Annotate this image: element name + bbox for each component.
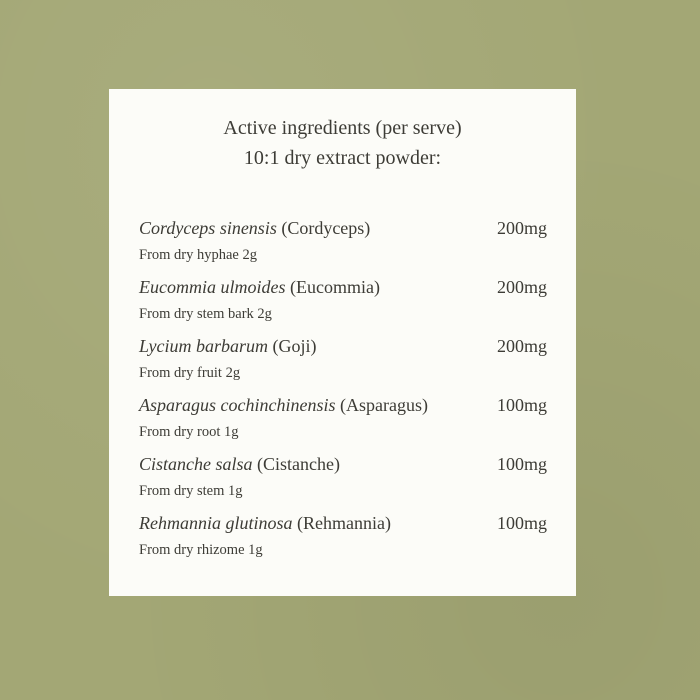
ingredient-source: From dry stem 1g (139, 483, 243, 499)
latin-name: Lycium barbarum (139, 336, 268, 356)
latin-name: Eucommia ulmoides (139, 277, 286, 297)
ingredient-amount: 100mg (496, 395, 547, 415)
common-name: (Cistanche) (257, 454, 340, 474)
ingredient-row-cistanche (139, 452, 551, 511)
ingredient-name (139, 216, 370, 240)
ingredient-amount: 200mg (496, 218, 547, 238)
ingredient-list (139, 216, 551, 570)
latin-name: Cordyceps sinensis (139, 218, 277, 238)
ingredient-row-asparagus (139, 393, 551, 452)
ingredient-row-goji (139, 334, 551, 393)
ingredient-amount: 200mg (496, 336, 547, 356)
ingredient-amount: 200mg (496, 277, 547, 297)
common-name: (Eucommia) (289, 277, 380, 297)
common-name: (Goji) (272, 336, 317, 356)
ingredient-source: From dry fruit 2g (139, 365, 241, 381)
latin-name: Cistanche salsa (139, 454, 253, 474)
ingredient-amount: 100mg (496, 454, 547, 474)
ingredient-name (139, 334, 316, 358)
ingredient-name (139, 452, 340, 476)
ingredients-card (109, 89, 576, 596)
common-name: (Rehmannia) (297, 513, 391, 533)
latin-name: Asparagus cochinchinensis (139, 395, 336, 415)
ingredient-name (139, 393, 428, 417)
heading-line-1: Active ingredients (per serve) (223, 117, 462, 139)
ingredient-amount: 100mg (496, 513, 547, 533)
ingredient-name (139, 511, 391, 535)
heading-line-2: 10:1 dry extract powder: (243, 147, 442, 169)
ingredient-source: From dry stem bark 2g (139, 306, 272, 322)
ingredient-source: From dry rhizome 1g (139, 542, 263, 558)
ingredient-source: From dry hyphae 2g (139, 247, 257, 263)
ingredient-row-rehmannia (139, 511, 551, 570)
ingredient-row-eucommia (139, 275, 551, 334)
ingredient-row-cordyceps (139, 216, 551, 275)
ingredients-heading (109, 113, 576, 173)
ingredient-name (139, 275, 380, 299)
common-name: (Asparagus) (339, 395, 428, 415)
ingredient-source: From dry root 1g (139, 424, 239, 440)
latin-name: Rehmannia glutinosa (139, 513, 293, 533)
common-name: (Cordyceps) (281, 218, 371, 238)
